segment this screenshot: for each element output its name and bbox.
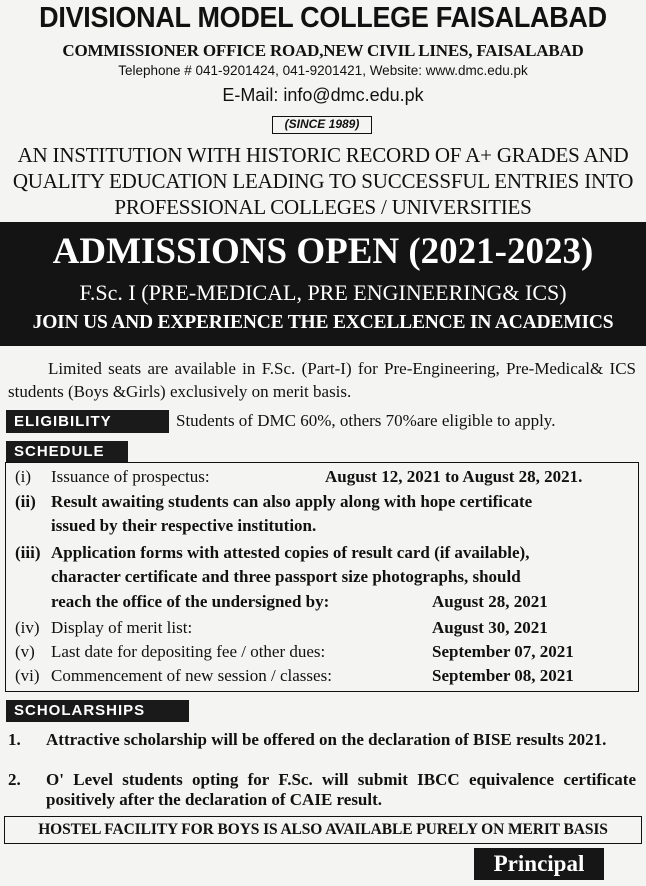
college-name: DIVISIONAL MODEL COLLEGE FAISALABAD (39, 2, 607, 34)
schedule-item-text: Commencement of new session / classes: (51, 666, 332, 685)
scholarship-item-number: 1. (8, 730, 21, 749)
scholarship-item (8, 770, 636, 810)
scholarship-item-number: 2. (8, 770, 21, 789)
schedule-item-line: issued by their respective institution. (51, 516, 317, 535)
tagline-line-3: PROFESSIONAL COLLEGES / UNIVERSITIES (114, 195, 532, 219)
schedule-item-text: Last date for depositing fee / other dues: (51, 642, 326, 661)
schedule-item-date: August 30, 2021 (432, 618, 548, 637)
scholarships-label: SCHOLARSHIPS (6, 700, 189, 722)
eligibility-text: Students of DMC 60%, others 70%are eligible to apply. (176, 411, 556, 430)
schedule-label: SCHEDULE (6, 441, 128, 463)
intro-paragraph: Limited seats are available in F.Sc. (Part-I) for Pre-Engineering, Pre-Medical& ICS students (Boys &Girls) exclusively on merit basis. (8, 359, 636, 401)
schedule-item-date: September 08, 2021 (432, 666, 574, 685)
tagline (0, 142, 646, 220)
principal-signature: Principal (474, 848, 604, 880)
banner-title: ADMISSIONS OPEN (2021-2023) (52, 231, 594, 272)
schedule-item-text: Issuance of prospectus: (51, 467, 210, 486)
scholarship-item (8, 730, 636, 770)
schedule-item-line: character certificate and three passport size photographs, should (51, 567, 521, 586)
schedule-item-date: September 07, 2021 (432, 642, 574, 661)
since-badge: (SINCE 1989) (272, 116, 372, 134)
schedule-item-number: (v) (15, 642, 35, 661)
schedule-item-line: reach the office of the undersigned by: (51, 592, 330, 611)
contact-telephone: Telephone # 041-9201424, 041-9201421, Website: www.dmc.edu.pk (118, 63, 528, 78)
college-address: COMMISSIONER OFFICE ROAD,NEW CIVIL LINES, FAISALABAD (62, 41, 584, 60)
schedule-item-number: (iii) (15, 543, 41, 562)
eligibility-label: ELIGIBILITY (6, 410, 169, 433)
schedule-item-number: (vi) (15, 666, 40, 685)
scholarship-item-text: Attractive scholarship will be offered on the declaration of BISE results 2021. (46, 730, 607, 749)
schedule-item-number: (ii) (15, 492, 36, 511)
schedule-item-number: (iv) (15, 618, 40, 637)
tagline-line-1: AN INSTITUTION WITH HISTORIC RECORD OF A+ GRADES AND (17, 143, 629, 167)
scholarship-item-text: O' Level students opting for F.Sc. will submit IBCC equivalence certificate positively after the declaration of CAIE result. (46, 770, 636, 809)
schedule-item-date: August 28, 2021 (432, 592, 548, 611)
schedule-item-text: Display of merit list: (51, 618, 193, 637)
schedule-item-number: (i) (15, 467, 32, 486)
schedule-item-date: August 12, 2021 to August 28, 2021. (325, 467, 583, 486)
contact-email: E-Mail: info@dmc.edu.pk (222, 85, 424, 105)
schedule-item-line: Result awaiting students can also apply along with hope certificate (51, 492, 533, 511)
tagline-line-2: QUALITY EDUCATION LEADING TO SUCCESSFUL ENTRIES INTO (12, 169, 634, 193)
banner-programs: F.Sc. I (PRE-MEDICAL, PRE ENGINEERING& ICS) (79, 280, 567, 305)
schedule-item-line: Application forms with attested copies of result card (if available), (51, 543, 530, 562)
admissions-banner (0, 222, 646, 346)
hostel-notice: HOSTEL FACILITY FOR BOYS IS ALSO AVAILABLE PURELY ON MERIT BASIS (4, 816, 642, 844)
banner-slogan: JOIN US AND EXPERIENCE THE EXCELLENCE IN ACADEMICS (32, 312, 614, 333)
